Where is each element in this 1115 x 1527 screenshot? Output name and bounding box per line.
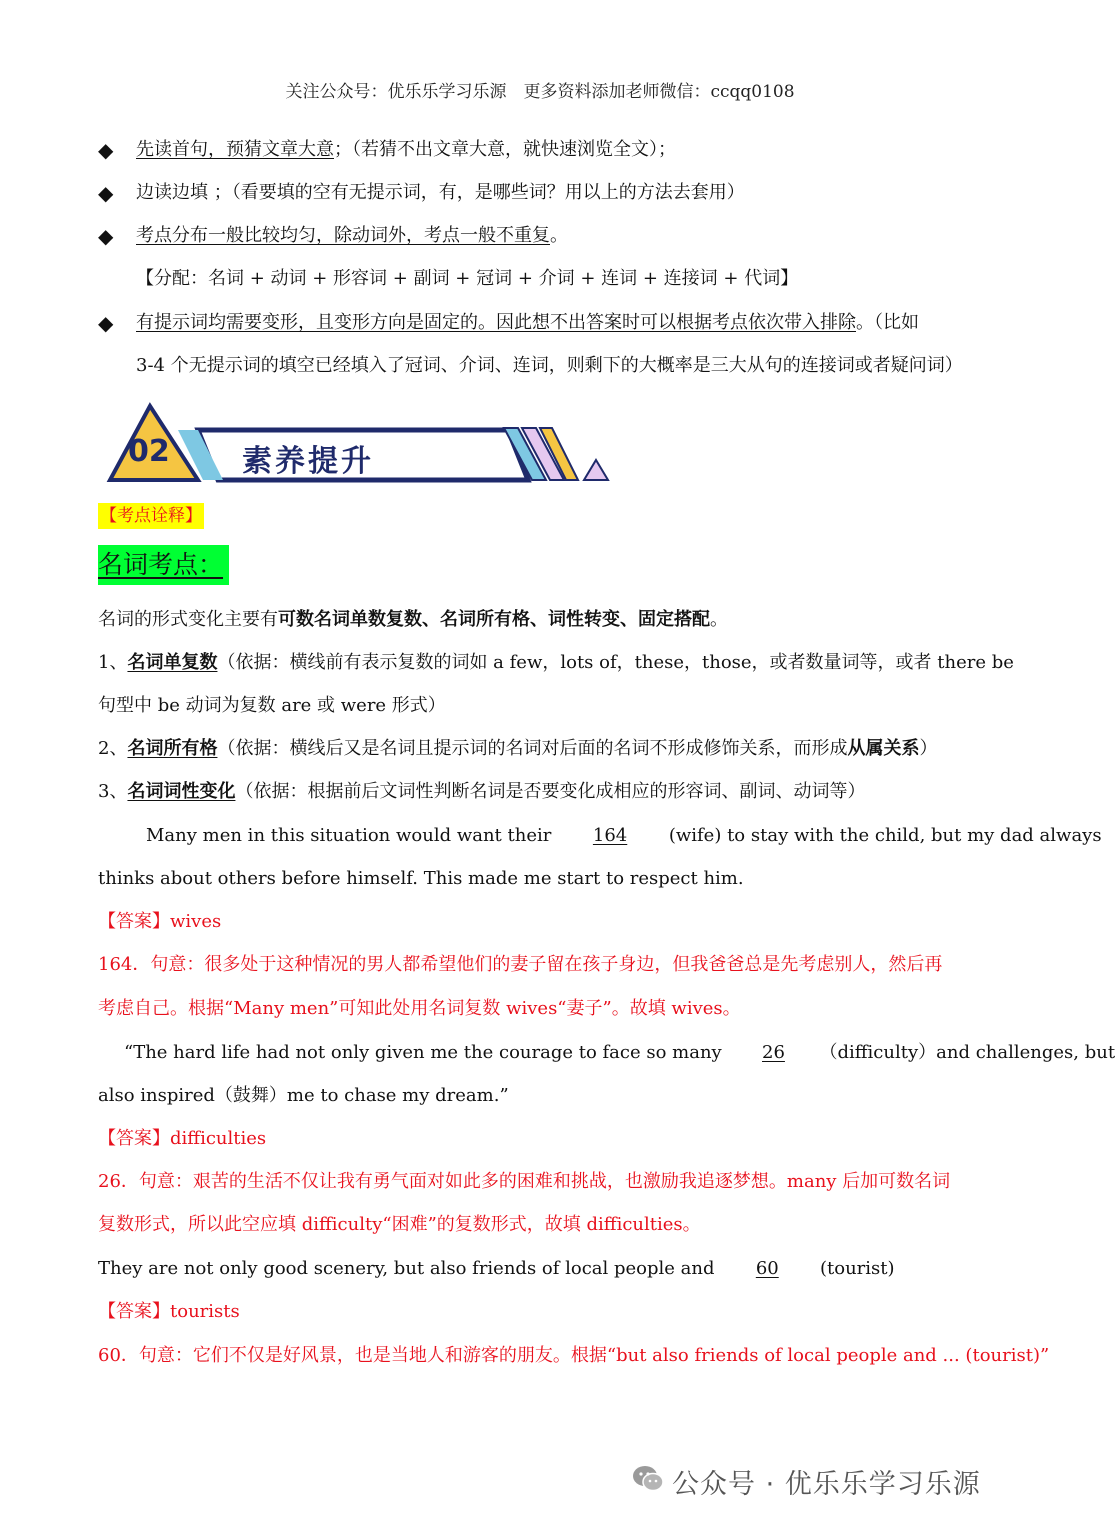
- answer-164: 【答案】wives: [98, 911, 222, 932]
- point-3: 3、名词词性变化（依据：根据前后文词性判断名词是否要变化成相应的形容词、副词、动词等）: [98, 781, 866, 802]
- point-1-line2: 句型中 be 动词为复数 are 或 were 形式）: [98, 695, 446, 716]
- explanation-60: 60．句意：它们不仅是好风景，也是当地人和游客的朋友。根据“but also friends of local people and ... (tourist)”: [98, 1345, 1050, 1366]
- bullet-item-3: 考点分布一般比较均匀，除动词外，考点一般不重复。: [136, 225, 568, 246]
- distribution-line: 【分配：名词 + 动词 + 形容词 + 副词 + 冠词 + 介词 + 连词 + 连接词 + 代词】: [136, 268, 799, 289]
- section-banner: [108, 400, 618, 490]
- intro-text: 名词的形式变化主要有可数名词单数复数、名词所有格、词性转变、固定搭配。: [98, 609, 728, 630]
- point-1: 1、名词单复数（依据：横线前有表示复数的词如 a few，lots of，these，those，或者数量词等，或者 there be: [98, 652, 1014, 673]
- explanation-26: 26．句意：艰苦的生活不仅让我有勇气面对如此多的困难和挑战，也激励我追逐梦想。many 后加可数名词: [98, 1171, 951, 1192]
- answer-26: 【答案】difficulties: [98, 1128, 267, 1149]
- section-heading: 名词考点：: [98, 545, 229, 585]
- bullet-item-4: 有提示词均需要变形，且变形方向是固定的。因此想不出答案时可以根据考点依次带入排除。（比如: [136, 312, 919, 333]
- diamond-bullet-icon: ◆: [98, 311, 114, 335]
- diamond-bullet-icon: ◆: [98, 181, 114, 205]
- footer-watermark: 公众号 · 优乐乐学习乐源: [672, 1469, 981, 1500]
- question-60: They are not only good scenery, but also friends of local people and 60 (tourist): [98, 1255, 984, 1283]
- banner-number: 02: [128, 434, 170, 469]
- section-tag: 【考点诠释】: [98, 503, 204, 529]
- bullet-item-2: 边读边填 ；（看要填的空有无提示词，有，是哪些词？用以上的方法去套用）: [136, 182, 745, 203]
- wechat-icon: [632, 1464, 664, 1494]
- diamond-bullet-icon: ◆: [98, 224, 114, 248]
- explanation-164: 164．句意：很多处于这种情况的男人都希望他们的妻子留在孩子身边，但我爸爸总是先考虑别人，然后再: [98, 954, 943, 975]
- page-header: 关注公众号：优乐乐学习乐源 更多资料添加老师微信：ccqq0108: [285, 82, 795, 102]
- explanation-164-line2: 考虑自己。根据“Many men”可知此处用名词复数 wives“妻子”。故填 wives。: [98, 998, 741, 1019]
- question-164: Many men in this situation would want their 164 (wife) to stay with the child, but my dad always: [146, 822, 984, 850]
- banner-title: 素养提升: [242, 444, 374, 479]
- bullet-item-1: 先读首句，预猜文章大意；（若猜不出文章大意，就快速浏览全文）；: [136, 139, 676, 160]
- answer-60: 【答案】tourists: [98, 1301, 240, 1322]
- explanation-26-line2: 复数形式，所以此空应填 difficulty“困难”的复数形式，故填 difficulties。: [98, 1214, 701, 1235]
- answer-blank: 164: [592, 825, 628, 846]
- question-164-line2: thinks about others before himself. This made me start to respect him.: [98, 868, 744, 889]
- question-26: “The hard life had not only given me the courage to face so many 26 （difficulty）and challenges, but: [124, 1039, 984, 1067]
- question-26-line2: also inspired（鼓舞）me to chase my dream.”: [98, 1085, 509, 1106]
- bullet-item-4-line2: 3-4 个无提示词的填空已经填入了冠词、介词、连词，则剩下的大概率是三大从句的连接词或者疑问词）: [136, 355, 963, 376]
- answer-blank: 60: [755, 1258, 779, 1279]
- diamond-bullet-icon: ◆: [98, 138, 114, 162]
- answer-blank: 26: [762, 1042, 785, 1063]
- point-2: 2、名词所有格（依据：横线后又是名词且提示词的名词对后面的名词不形成修饰关系，而形成从属关系）: [98, 738, 938, 759]
